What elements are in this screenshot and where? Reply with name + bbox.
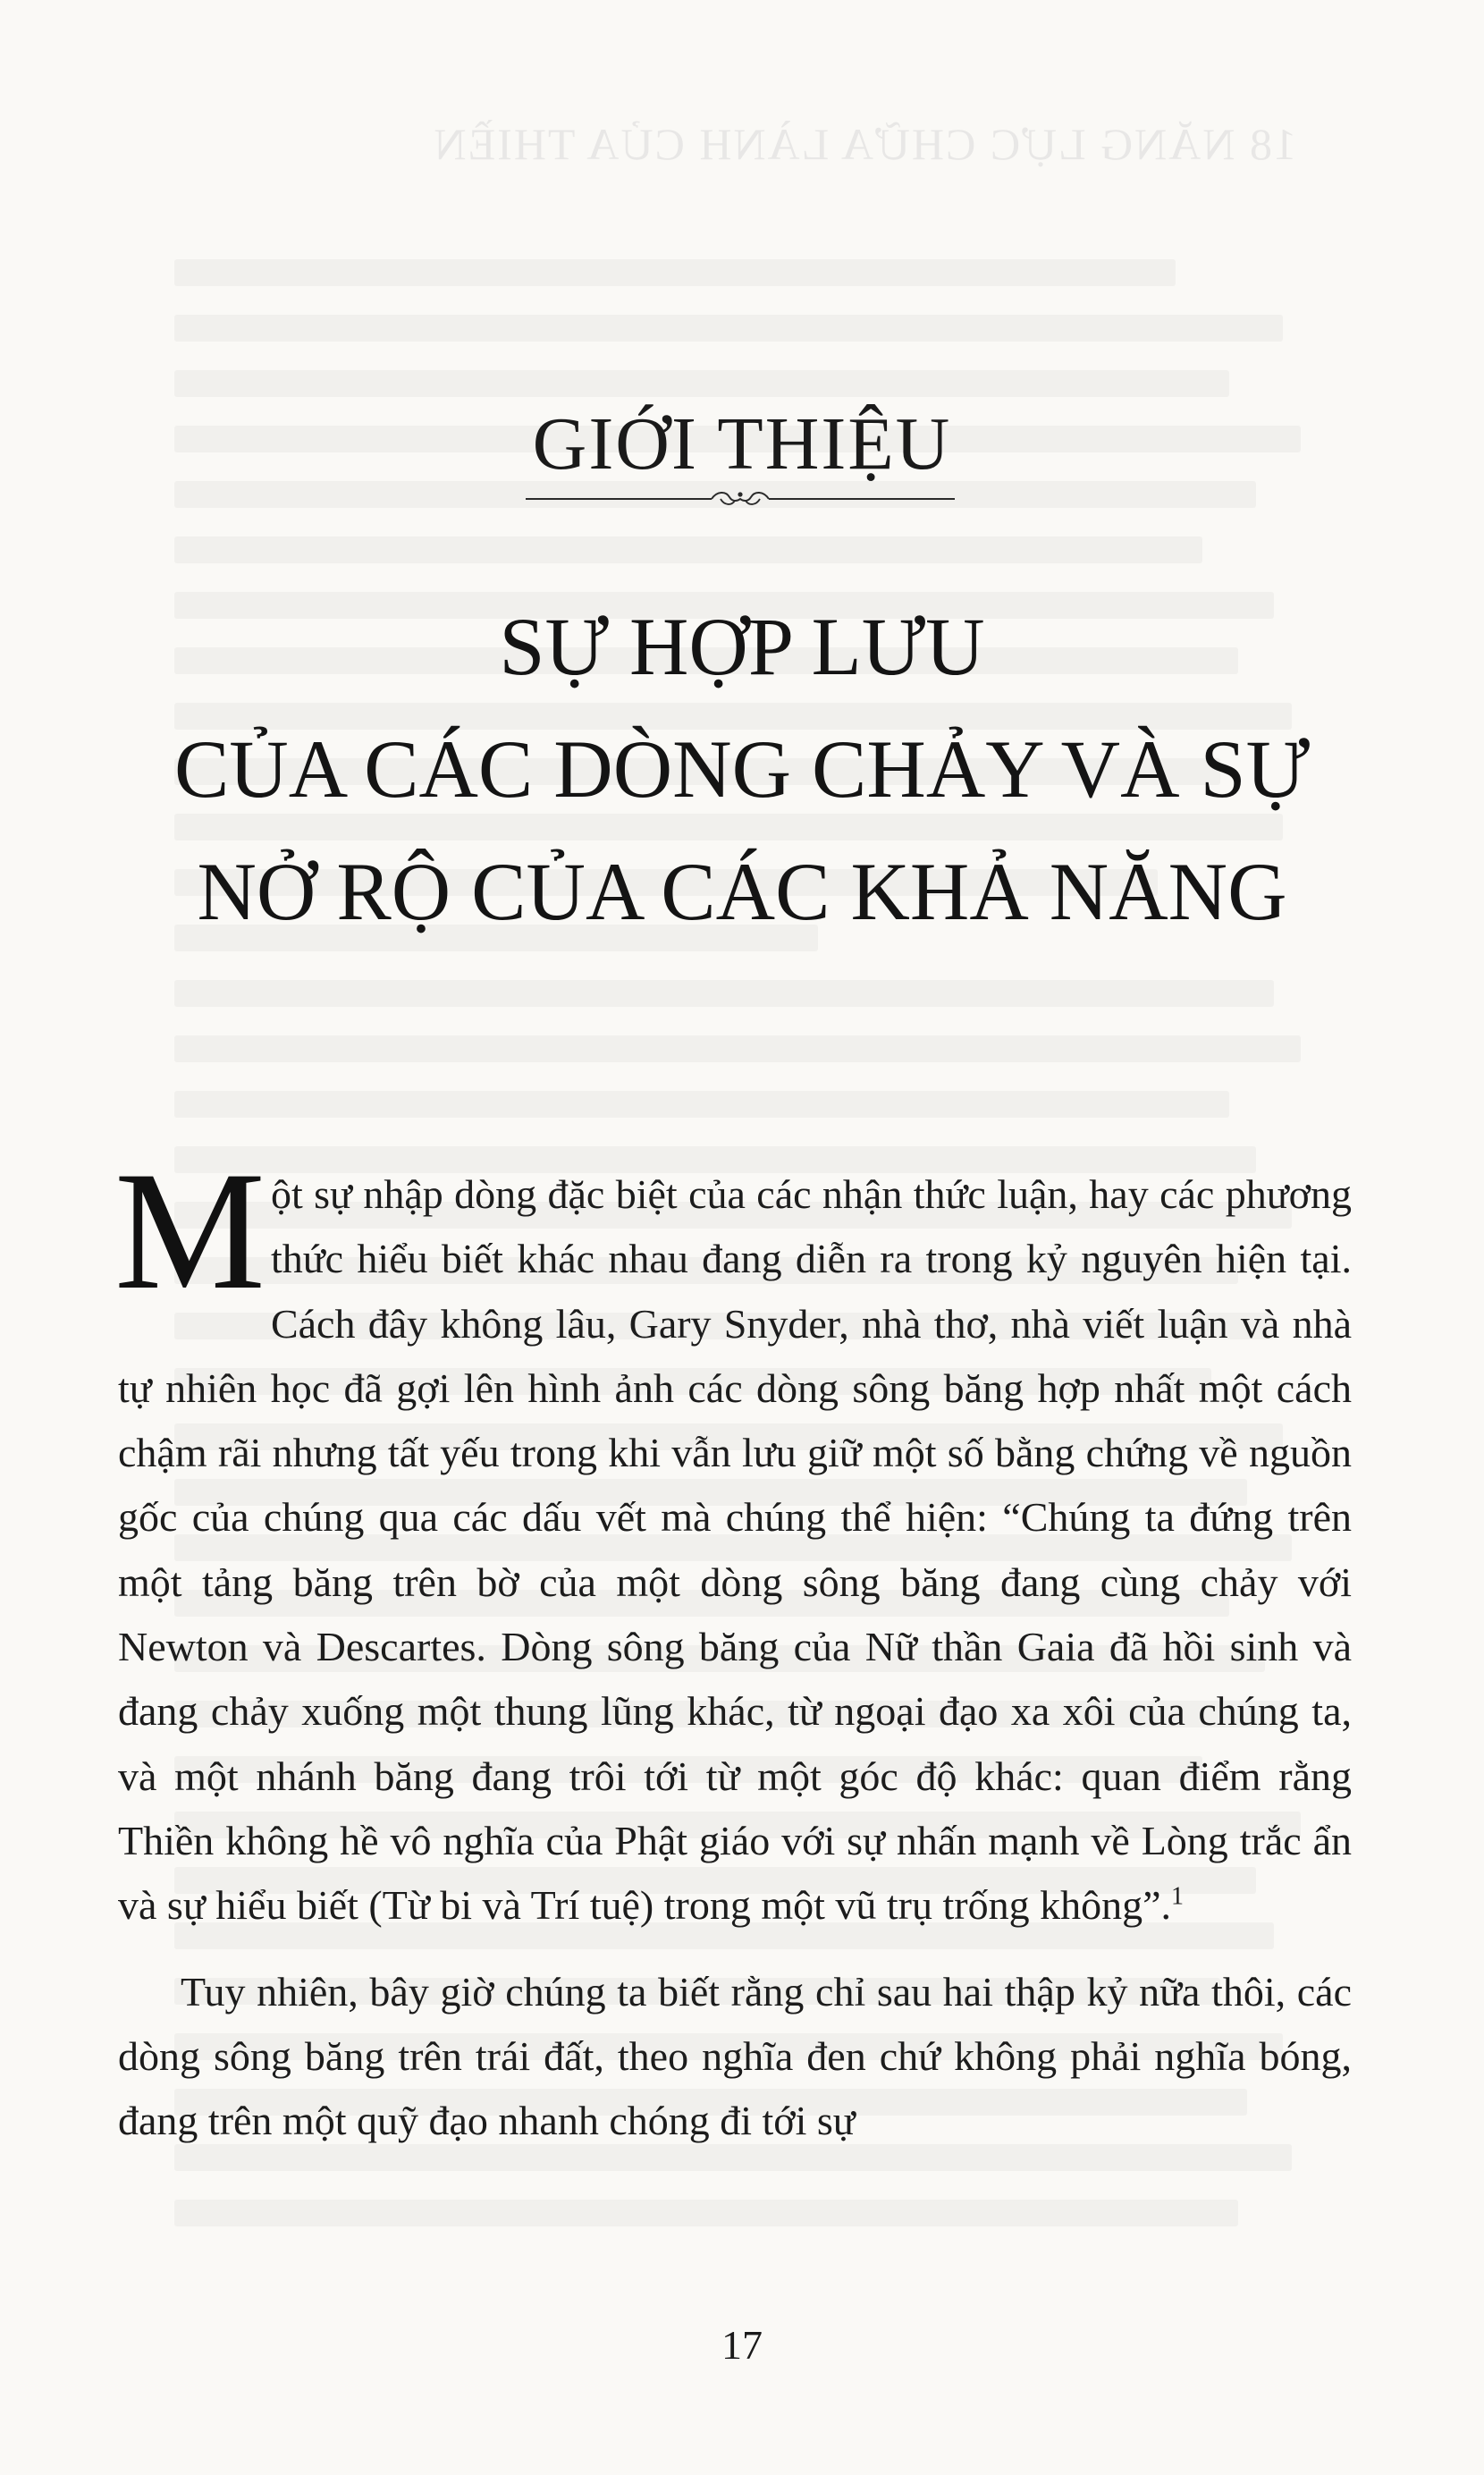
bleed-through-header: 18 NĂNG LỰC CHỮA LÀNH CỦA THIỀN xyxy=(432,119,1296,169)
bleed-through-line xyxy=(174,259,1176,286)
chapter-title-line-2: CỦA CÁC DÒNG CHẢY VÀ SỰ xyxy=(173,723,1311,815)
paragraph-1 xyxy=(114,1137,1352,1939)
body-text xyxy=(114,1137,1352,2153)
chapter-title-line-1: SỰ HỢP LƯU xyxy=(499,601,985,692)
flourish-ornament-icon xyxy=(526,487,955,511)
bleed-through-line xyxy=(174,370,1229,397)
bleed-through-line xyxy=(174,980,1274,1007)
bleed-through-line xyxy=(174,2200,1238,2226)
paragraph-2 xyxy=(118,1960,1352,2154)
page-number: 17 xyxy=(721,2322,763,2368)
chapter-title-line-3: NỞ RỘ CỦA CÁC KHẢ NĂNG xyxy=(197,846,1287,937)
bleed-through-line xyxy=(174,1091,1229,1118)
section-label: GIỚI THIỆU xyxy=(532,402,952,486)
chapter-title xyxy=(0,586,1484,953)
drop-cap: M xyxy=(114,1137,266,1325)
paragraph-1-text: ột sự nhập dòng đặc biệt của các nhận thức luận, hay các phương thức hiểu biết khác nhau đang diễn ra trong kỷ nguyên hiện tại. Cách đây không lâu, Gary Snyder, nhà thơ, nhà viết luận và nhà tự nhiên học đã gợi lên hình ảnh các dòng sông băng hợp nhất một cách chậm rãi nhưng tất yếu trong khi vẫn lưu giữ một số bằng chứng về nguồn gốc của chúng qua các dấu vết mà chúng thể hiện: “Chúng ta đứng trên một tảng băng trên bờ của một dòng sông băng đang cùng chảy với Newton và Descartes. Dòng sông băng của Nữ thần Gaia đã hồi sinh và đang chảy xuống một thung lũng khác, từ ngoại đạo xa xôi của chúng ta, và một nhánh băng đang trôi tới từ một góc độ khác: quan điểm rằng Thiền không hề vô nghĩa của Phật giáo với sự nhấn mạnh về Lòng trắc ẩn và sự hiểu biết (Từ bi và Trí tuệ) trong một vũ trụ trống không”. xyxy=(118,1171,1352,1929)
bleed-through-line xyxy=(174,1035,1301,1062)
bleed-through-line xyxy=(174,536,1202,563)
bleed-through-line xyxy=(174,315,1283,342)
footnote-ref: 1 xyxy=(1171,1882,1185,1911)
paragraph-2-text: Tuy nhiên, bây giờ chúng ta biết rằng chỉ sau hai thập kỷ nữa thôi, các dòng sông băng trên trái đất, theo nghĩa đen chứ không phải nghĩa bóng, đang trên một quỹ đạo nhanh chóng đi tới sự xyxy=(118,1968,1352,2144)
